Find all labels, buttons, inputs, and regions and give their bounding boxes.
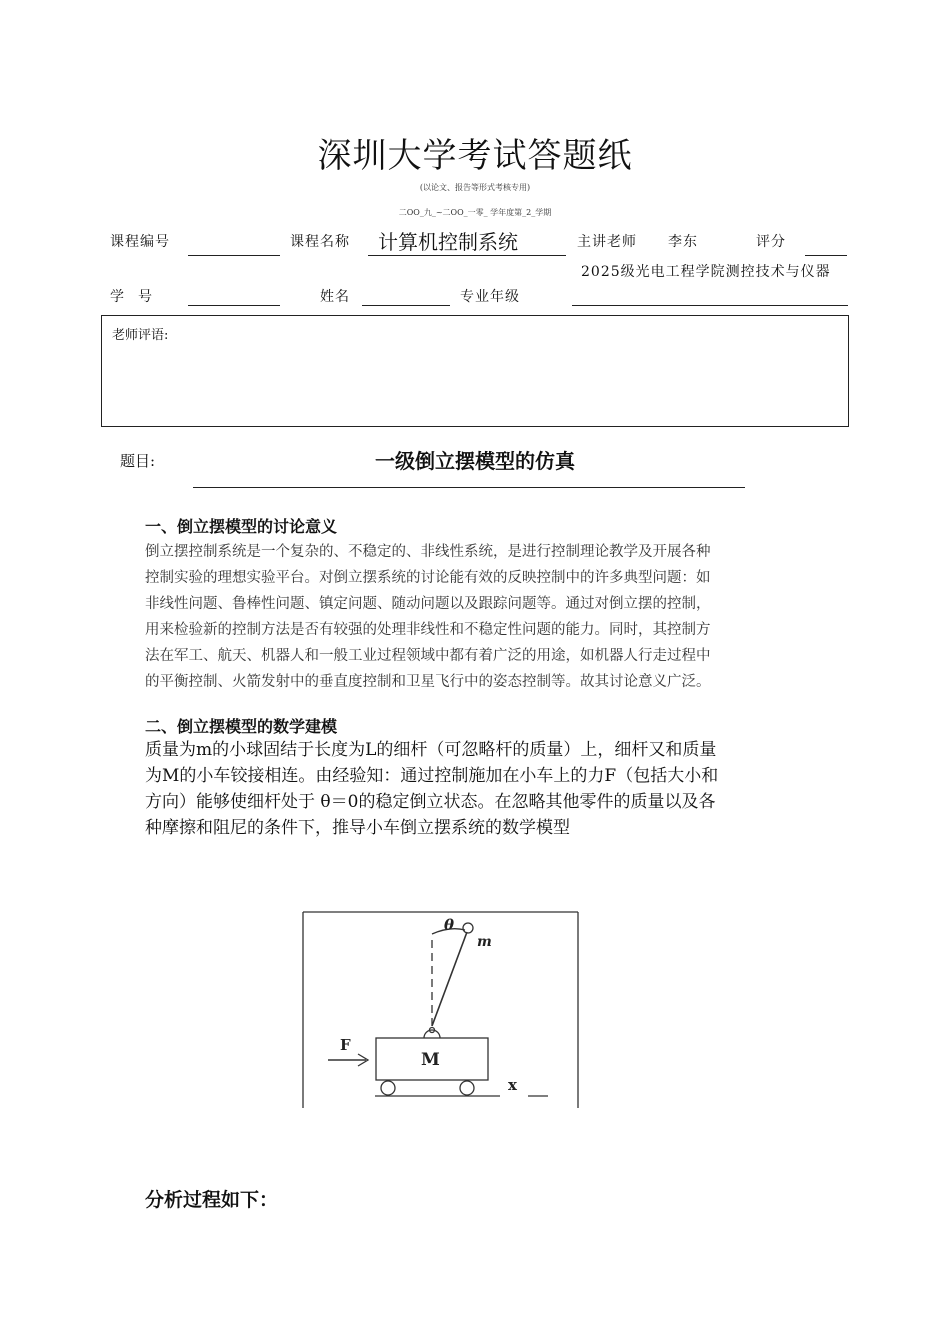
paragraph-line: 控制实验的理想实验平台。对倒立摆系统的讨论能有效的反映控制中的许多典型问题：如 bbox=[145, 570, 711, 586]
ball-mass-label: m bbox=[477, 934, 492, 950]
major-value: 2025级光电工程学院测控技术与仪器 bbox=[581, 264, 831, 280]
analysis-heading: 分析过程如下： bbox=[145, 1189, 279, 1211]
teacher-label: 主讲老师 bbox=[577, 234, 637, 250]
paragraph-line: 非线性问题、鲁棒性问题、镇定问题、随动问题以及跟踪问题等。通过对倒立摆的控制， bbox=[145, 596, 711, 612]
name-field bbox=[362, 305, 450, 306]
paragraph-line: 的平衡控制、火箭发射中的垂直度控制和卫星飞行中的姿态控制等。故其讨论意义广泛。 bbox=[145, 674, 711, 690]
paragraph-line: 为M的小车铰接相连。由经验知：通过控制施加在小车上的力F（包括大小和 bbox=[145, 766, 719, 786]
student-no-field bbox=[188, 305, 280, 306]
topic-title: 一级倒立摆模型的仿真 bbox=[375, 449, 575, 473]
cart-mass-label: M bbox=[421, 1050, 440, 1070]
inverted-pendulum-figure bbox=[300, 908, 584, 1114]
course-no-label: 课程编号 bbox=[110, 234, 170, 250]
teacher-value: 李东 bbox=[668, 234, 698, 250]
course-no-field bbox=[188, 255, 280, 256]
cart-wheel-left bbox=[381, 1081, 395, 1095]
paragraph-line: 种摩擦和阻尼的条件下，推导小车倒立摆系统的数学模型 bbox=[145, 818, 570, 838]
paragraph-line: 方向）能够使细杆处于 θ＝0的稳定倒立状态。在忽略其他零件的质量以及各 bbox=[145, 792, 716, 812]
academic-year-line: 二OO_九_~二OO_一零_ 学年度第_2_学期 bbox=[398, 208, 552, 217]
section2-paragraph bbox=[145, 737, 810, 841]
page-title: 深圳大学考试答题纸 bbox=[317, 136, 633, 176]
paragraph-line: 倒立摆控制系统是一个复杂的、不稳定的、非线性系统，是进行控制理论教学及开展各种 bbox=[145, 544, 711, 560]
score-field bbox=[805, 255, 847, 256]
topic-label: 题目: bbox=[120, 452, 156, 470]
pivot-joint bbox=[424, 1030, 440, 1038]
section1-paragraph bbox=[145, 539, 810, 695]
teacher-comment-box bbox=[101, 315, 849, 427]
cart-wheel-right bbox=[460, 1081, 474, 1095]
paragraph-line: 质量为m的小球固结于长度为L的细杆（可忽略杆的质量）上，细杆又和质量 bbox=[145, 740, 717, 760]
student-no-label: 学 号 bbox=[110, 289, 152, 305]
major-field bbox=[572, 305, 848, 306]
topic-underline bbox=[193, 487, 745, 488]
course-name-value: 计算机控制系统 bbox=[378, 230, 518, 254]
paragraph-line: 用来检验新的控制方法是否有较强的处理非线性和不稳定性问题的能力。同时，其控制方 bbox=[145, 622, 711, 638]
paragraph-line: 法在军工、航天、机器人和一般工业过程领域中都有着广泛的用途，如机器人行走过程中 bbox=[145, 648, 711, 664]
major-label: 专业年级 bbox=[460, 289, 520, 305]
section1-heading: 一、倒立摆模型的讨论意义 bbox=[145, 517, 338, 536]
section2-heading: 二、倒立摆模型的数学建模 bbox=[145, 717, 338, 736]
course-name-label: 课程名称 bbox=[290, 234, 350, 250]
x-axis-label: x bbox=[508, 1076, 517, 1094]
name-label: 姓名 bbox=[320, 289, 350, 305]
theta-label: θ bbox=[444, 916, 455, 934]
comment-label: 老师评语: bbox=[112, 328, 169, 343]
pendulum-ball bbox=[463, 923, 473, 933]
force-label: F bbox=[340, 1036, 351, 1054]
score-label: 评分 bbox=[756, 234, 786, 250]
course-name-field bbox=[368, 255, 566, 256]
page-subtitle: (以论文、报告等形式考核专用) bbox=[419, 183, 531, 192]
pendulum-rod bbox=[432, 932, 467, 1026]
